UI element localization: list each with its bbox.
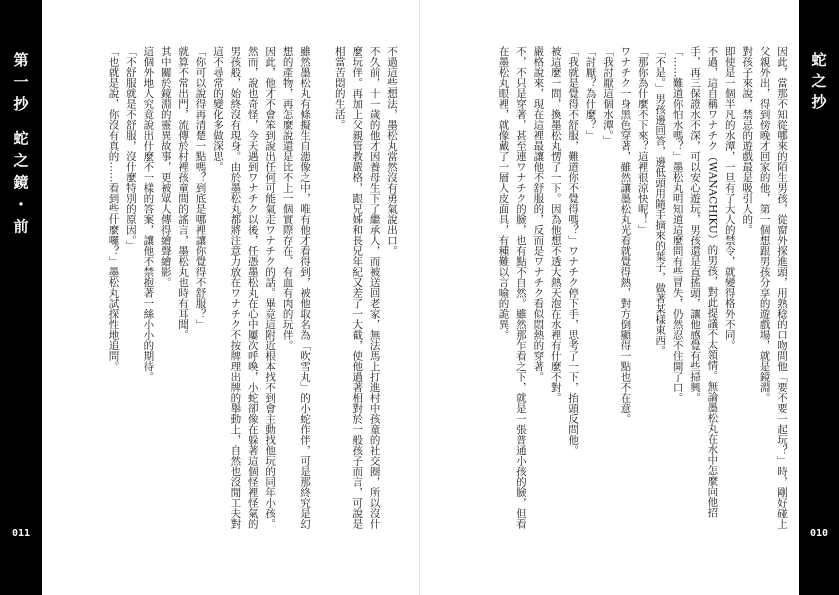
left-page-text bbox=[52, 46, 400, 532]
paragraph: 「我討厭這個水潭。」 bbox=[601, 46, 614, 146]
paragraph: 「那你為什麼不下來？這裡很涼快呢！」 bbox=[636, 46, 649, 235]
paragraph: 不過這些想法，墨松丸當然沒有勇氣說出口。 bbox=[386, 46, 398, 256]
right-page-number: 010 bbox=[809, 528, 829, 539]
paragraph: 「……難道你怕水嗎？」墨松丸明知道這麼問有些冒失，仍然忍不住開了口。 bbox=[671, 46, 684, 403]
left-page-number: 011 bbox=[11, 528, 31, 539]
left-chapter-title: 第一抄 蛇之鏡・前 bbox=[11, 52, 30, 241]
paragraph: 「討厭？為什麼？」 bbox=[584, 46, 597, 141]
paragraph: 「不是。」男孩邊回答，邊低頭用隨手摘來的葉子，做著某樣東西。 bbox=[654, 46, 667, 356]
paragraph: 不，不只是穿著，甚至連ワナチク的臉，也有點不自然。雖然那乍看之下，就是一張普通小孩的臉，但看在墨松丸眼裡，就像戴了一層人皮面具，有種難以言喻的詭異。 bbox=[497, 46, 527, 529]
paragraph: 雖然墨松丸有條擬生自漶像之中，唯有他才看得到，被他取名為「吹雪丸」的小蛇作伴，可是那終究是幻想的產物，再怎麼說還是比不上一個實際存在、有血有肉的玩伴。 bbox=[281, 46, 311, 529]
paragraph: 嚴格說來，現在這裡最讓他不舒服的，反而是ワナチク看似悶熱的穿著。 bbox=[532, 46, 545, 382]
paragraph: 即使是一個半凡的水潭，一旦有了大人的禁令，就變得格外不同。 bbox=[723, 46, 736, 351]
paragraph: 「你可以說得再清楚一點嗎？到底是哪裡讓你覺得不舒服？」 bbox=[194, 46, 207, 330]
paragraph: 「也就是說，你沒有真的……看到些什麼囉？」墨松丸試探性地追問。 bbox=[107, 46, 120, 372]
right-margin-strip bbox=[799, 0, 839, 595]
paragraph: 不過，這自稱ワナチク（WANACHIKU）的男孩，對此提議不太領情。無論墨松丸在水中怎麼向他招手，再三保證水不深，可以安心遊玩，男孩還是直搖頭，讓他感覺有些掃興。 bbox=[688, 46, 719, 518]
right-page-text bbox=[440, 46, 790, 532]
paragraph: 因此，他才不會笨到說出任何可能氣走ワナチク的話。畢竟這附近根本找不到會主動找他玩的同年小孩。 bbox=[264, 46, 277, 529]
paragraph: 對孩子來說，禁忌的遊戲最是吸引人的。 bbox=[741, 46, 754, 235]
right-chapter-title: 蛇之抄 bbox=[809, 52, 828, 115]
paragraph: 這個外地人究竟說出什麼不一樣的答案，讓他不禁抱著一絲小小的期待。 bbox=[142, 46, 155, 382]
paragraph: 不久前，十一歲的他才因養母生下了繼承人，而被送回老家，無法馬上打進村中孩童的社交圈，所以沒什麼玩伴。再加上父親管教嚴格，跟兄姊和長兄年紀又差了一大截，使他過著相對於一般孩子而言，可說是相當苦悶的生活。 bbox=[333, 46, 381, 529]
paragraph: 「我就是覺得不舒服，難道你不覺得嗎？」ワナチク停下手，思考了一下，抬頭反問他。 bbox=[567, 46, 580, 456]
paragraph: 「不舒服就是不舒服，沒什麼特別的原因。」 bbox=[124, 46, 137, 251]
paragraph: 被這麼一問，換墨松丸愣了一下。因為他想不透大熱天泡在水裡有什麼不對。 bbox=[549, 46, 562, 403]
paragraph: ワナチク一身黑色穿著，雖然讓墨松丸光看就覺得熱，對方倒顯得一點也不在意。 bbox=[619, 46, 632, 424]
paragraph: 然而，說也奇怪，今天遇到ワナチク以後，任憑墨松丸在心中屢次呼喚，小蛇卻像在躲著這個怪裡怪氣的男孩般，始終沒有現身。由於墨松丸都將注意力放在ワナチク不按牌理出牌的舉動上，自然也沒閒工夫對這不尋常的變化多做深思。 bbox=[211, 46, 259, 529]
paragraph: 因此，當那不知從哪來的陌生男孩，從窗外探進頭，用熟稔的口吻問他「要不要一起玩？」時，剛好碰上父親外出，得到傍晚才回家的他，第一個想跟男孩分享的遊戲場，就是鏡淵。 bbox=[758, 46, 788, 529]
left-margin-strip bbox=[0, 0, 42, 595]
paragraph: 就算不常出門，流傳於村裡孩童間的謠言，墨松丸也時有耳聞。 bbox=[177, 46, 190, 340]
paragraph: 其中關於鏡淵的靈異故事，更被眾人傳得繪聲繪影。 bbox=[159, 46, 172, 288]
